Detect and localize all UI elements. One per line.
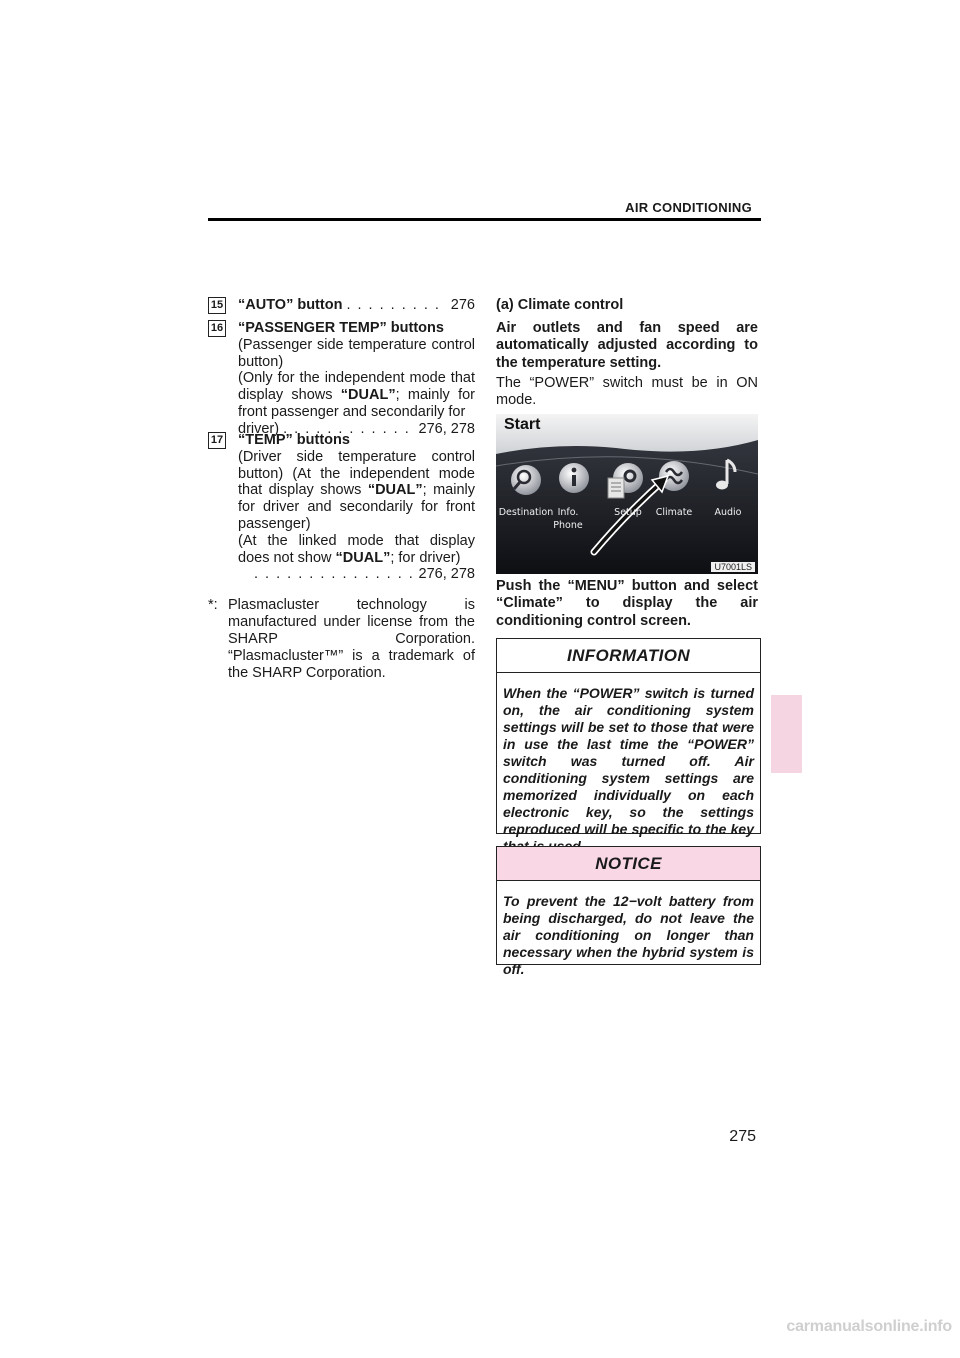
footnote (208, 597, 475, 682)
information-text: When the “POWER” switch is turned on, the air conditioning system settings will be set to those that were in use the last time the “POWER” switch was turned off. Air conditioning system settings are memorized individually on each electronic key, so the settings reproduced will be specific to the key (503, 685, 754, 837)
item-description: driver) (238, 420, 280, 437)
menu-setup: Setup (614, 507, 642, 518)
page-number: 275 (729, 1128, 756, 1145)
information-box (496, 638, 761, 837)
image-code: U7001LS (711, 562, 755, 572)
notice-title: NOTICE (497, 847, 760, 881)
page-ref: 276 (450, 297, 475, 313)
item-description: (At the linked mode that display does not show “DUAL”; for driver) (238, 532, 475, 566)
item-description: (Passenger side temperature control button) (238, 336, 475, 370)
notice-text: To prevent the 12−volt battery from being discharged, do not leave the air conditioning on longer than necessary when the hybrid system is off. (503, 893, 754, 977)
power-note: The “POWER” switch must be in ON mode. (496, 375, 758, 409)
chapter-tab (771, 695, 802, 773)
climate-control-heading: (a) Climate control (496, 297, 624, 313)
notice-box (496, 846, 761, 977)
item-number-15: 15 (208, 297, 226, 314)
footnote-text: Plasmacluster technology is manufactured under license from the SHARP Corporation. “Plasmacluster™” is a trademark of the SHARP Corporation. (228, 597, 475, 681)
item-description: (Driver side temperature control button) (At the independent mode that display shows “DUAL”; mainly for driver and secondarily for front passenger) (238, 448, 475, 532)
menu-audio: Audio (714, 507, 742, 518)
information-title: INFORMATION (497, 639, 760, 673)
auto-button-label: “AUTO” button (238, 297, 343, 313)
info-icon (559, 463, 589, 493)
item-description: (Only for the independent mode that display shows “DUAL”; mainly for front passenger and secondarily for (238, 370, 475, 420)
footnote-mark: *: (208, 597, 218, 613)
item-number-17: 17 (208, 432, 226, 449)
menu-destination: Destination (498, 507, 554, 518)
menu-phone: Phone (553, 520, 583, 531)
item-17 (208, 432, 475, 583)
temp-buttons-label: “TEMP” buttons (238, 432, 350, 448)
climate-intro: Air outlets and fan speed are automatically adjusted according to the temperature setting. (496, 320, 758, 371)
item-16 (208, 320, 475, 438)
destination-icon (511, 465, 541, 495)
leader-dots (254, 566, 415, 583)
screen-title: Start (504, 416, 541, 433)
section-title: AIR CONDITIONING (625, 200, 752, 215)
passenger-temp-buttons-label: “PASSENGER TEMP” buttons (238, 320, 444, 336)
page-ref: 276, 278 (418, 420, 475, 437)
watermark: carmanualsonline.info (786, 1318, 952, 1335)
item-number-16: 16 (208, 320, 226, 337)
header-rule (208, 218, 761, 221)
item-15 (208, 297, 475, 314)
leader-dots (346, 297, 446, 314)
push-menu-instruction: Push the “MENU” button and select “Climate” to display the air conditioning control screen. (496, 578, 758, 629)
menu-climate: Climate (655, 507, 693, 518)
page-ref: 276, 278 (418, 566, 475, 583)
start-menu-screenshot (496, 414, 758, 574)
screen-illustration (496, 414, 758, 574)
menu-info: Info. (557, 507, 579, 518)
